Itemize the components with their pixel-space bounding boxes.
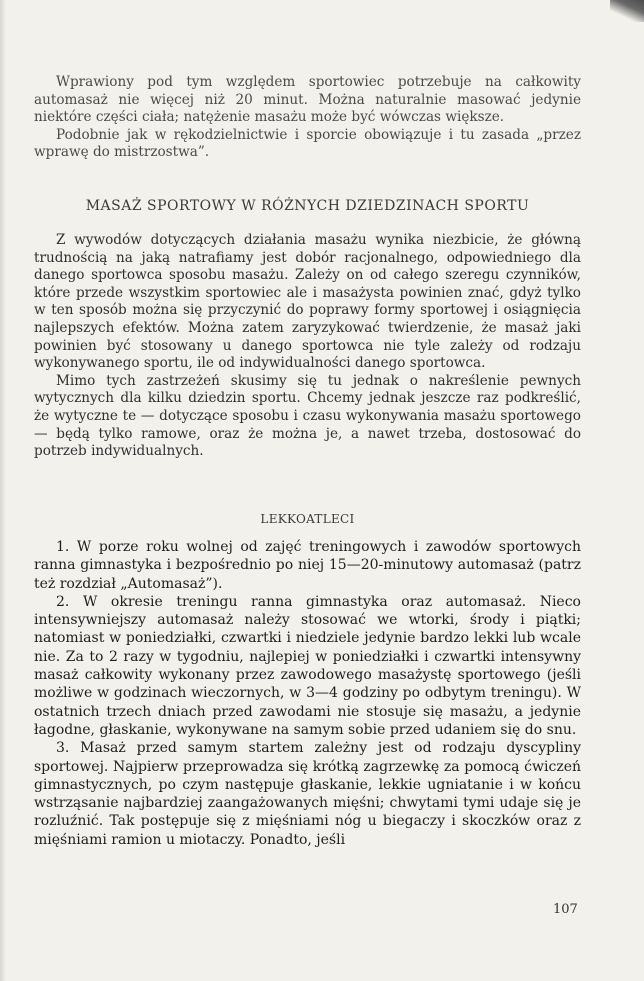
scan-edge-shadow bbox=[0, 0, 6, 981]
page-number: 107 bbox=[553, 902, 578, 917]
intro-paragraph: Podobnie jak w rękodzielnictwie i sporcie obowiązuje i tu zasada „przez wprawę do mistrzostwa”. bbox=[34, 126, 581, 161]
numbered-paragraph: 3. Masaż przed samym startem zależny jest od rodzaju dyscypliny sportowej. Najpierw przeprowadza się krótką zagrzewkę za pomocą ćwiczeń gimnastycznych, po czym następuje głaskanie, lekkie ugniatanie i w końcu wstrząsanie najbardziej zaangażowanych mięśni; chwytami tymi udaje się je rozluźnić. Tak postępuje się z mięśniami nóg u biegaczy i skoczków oraz z mięśniami ramion u miotaczy. Ponadto, jeśli bbox=[34, 740, 581, 848]
numbered-paragraph: 2. W okresie treningu ranna gimnastyka oraz automasaż. Nieco intensywniejszy automasaż należy stosować we wtorki, środy i piątki; natomiast w poniedziałki, czwartki i niedziele jedynie bardzo lekki lub wcale nie. Za to 2 razy w tygodniu, najlepiej w poniedziałki i czwartki intensywny masaż całkowity wykonany przez zawodowego masażystę sportowego (jeśli możliwe w godzinach wieczornych, w 3—4 godziny po odbytym treningu). W ostatnich trzech dniach przed zawodami nie stosuje się masażu, a jedynie łagodne, głaskanie, wykonywane na samym sobie przed udaniem się do snu. bbox=[34, 593, 581, 738]
scan-corner-mark bbox=[610, 0, 644, 22]
body-paragraph: Z wywodów dotyczących działania masażu wynika niezbicie, że główną trudnością na jaką natrafiamy jest dobór racjonalnego, odpowiedniego dla danego sportowca sposobu masażu. Zależy on od całego szeregu czynników, które przede wszystkim sportowiec ale i masażysta powinien znać, gdyż tylko w ten sposób można się przyczynić do poprawy formy sportowej i osiągnięcia najlepszych efektów. Można zatem zaryzykować twierdzenie, że masaż jaki powinien być stosowany u danego sportowca nie tyle zależy od rodzaju wykonywanego sportu, ile od indywidualności danego sportowca. bbox=[34, 232, 581, 372]
intro-paragraph: Wprawiony pod tym względem sportowiec potrzebuje na całkowity automasaż nie więcej niż 20 minut. Można naturalnie masować jedynie niektóre części ciała; natężenie masażu może być wówczas większe. bbox=[34, 74, 581, 126]
subsection-body bbox=[34, 538, 581, 849]
numbered-paragraph: 1. W porze roku wolnej od zajęć treningowych i zawodów sportowych ranna gimnastyka i bezpośrednio po niej 15—20-minutowy automasaż (patrz też rozdział „Automasaż”). bbox=[34, 539, 581, 592]
section-heading: MASAŻ SPORTOWY W RÓŻNYCH DZIEDZINACH SPORTU bbox=[85, 198, 530, 214]
body-paragraph: Mimo tych zastrzeżeń skusimy się tu jednak o nakreślenie pewnych wytycznych dla kilku dziedzin sportu. Chcemy jednak jeszcze raz podkreślić, że wytyczne te — dotyczące sposobu i czasu wykonywania masażu sportowego — będą tylko ramowe, oraz że można je, a nawet trzeba, dostosować do potrzeb indywidualnych. bbox=[34, 372, 581, 460]
subsection-heading: LEKKOATLECI bbox=[260, 512, 355, 526]
intro-text bbox=[34, 74, 581, 162]
section-body bbox=[34, 232, 581, 461]
